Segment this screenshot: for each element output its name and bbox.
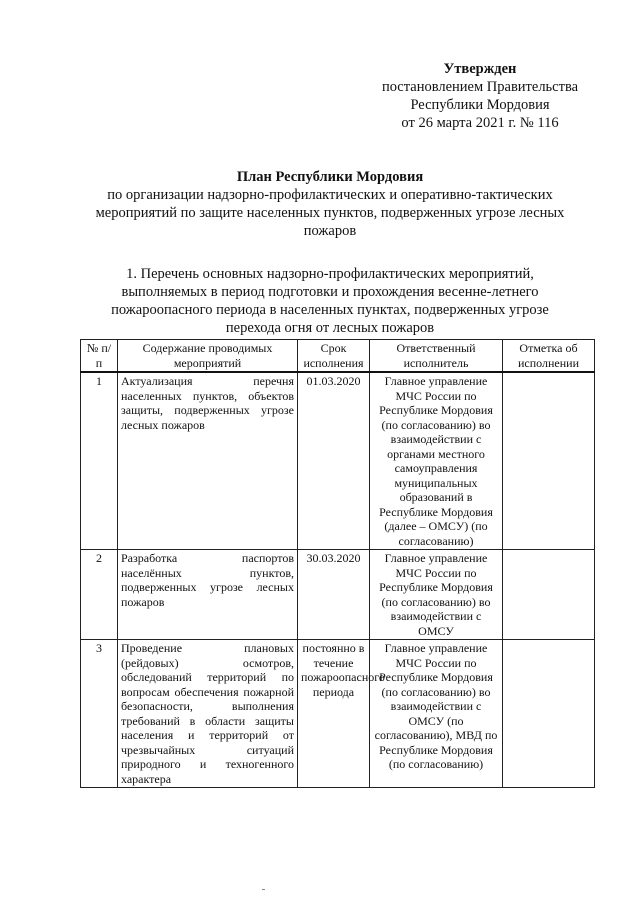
header-content: Содержание проводимых мероприятий <box>118 340 298 373</box>
row-responsible: Главное управление МЧС России по Республике Мордовия (по согласованию) во взаимодействии с ОМСУ <box>370 550 503 640</box>
approval-line-1: постановлением Правительства <box>381 79 579 95</box>
plan-subtitle-line-2: мероприятий по защите населенных пунктов, подверженных угрозе лесных <box>95 205 565 221</box>
row-content: Разработка паспортов населённых пунктов, подверженных угрозе лесных пожаров <box>118 550 298 640</box>
table-row <box>81 640 595 788</box>
row-mark <box>503 550 595 640</box>
row-num: 3 <box>81 640 118 788</box>
plan-title: План Республики Мордовия <box>236 169 424 185</box>
plan-subtitle-line-1: по организации надзорно-профилактических и оперативно-тактических <box>107 187 553 203</box>
row-content: Проведение плановых (рейдовых) осмотров, обследований территорий по вопросам обеспечения пожарной безопасности, выполнения требований в области защиты населения и территорий от чрезвычайных ситуаций природного и техногенного характера <box>118 640 298 788</box>
row-term: постоянно в течение пожароопасного периода <box>298 640 370 788</box>
measures-table <box>80 339 595 788</box>
row-term: 01.03.2020 <box>298 372 370 550</box>
row-term: 30.03.2020 <box>298 550 370 640</box>
approval-title: Утвержден <box>443 61 517 77</box>
approval-block <box>360 60 600 132</box>
section-line-1: 1. Перечень основных надзорно-профилактических мероприятий, <box>126 266 534 282</box>
header-num: № п/п <box>81 340 118 373</box>
table-header-row <box>81 340 595 373</box>
row-responsible: Главное управление МЧС России по Республике Мордовия (по согласованию) во взаимодействии с ОМСУ (по согласованию), МВД по Республике Мордовия (по согласованию) <box>370 640 503 788</box>
header-mark: Отметка об исполнении <box>503 340 595 373</box>
row-num: 2 <box>81 550 118 640</box>
plan-heading <box>80 168 580 240</box>
header-term: Срок исполнения <box>298 340 370 373</box>
table-row <box>81 372 595 550</box>
approval-line-3: от 26 марта 2021 г. № 116 <box>401 115 559 131</box>
section-line-2: выполняемых в период подготовки и прохождения весенне-летнего <box>121 284 539 300</box>
approval-line-2: Республики Мордовия <box>410 97 550 113</box>
section-heading <box>100 265 560 337</box>
section-line-4: перехода огня от лесных пожаров <box>225 320 435 336</box>
table-row <box>81 550 595 640</box>
scan-speck <box>262 889 265 890</box>
row-mark <box>503 640 595 788</box>
header-responsible: Ответственный исполнитель <box>370 340 503 373</box>
plan-subtitle-line-3: пожаров <box>303 223 357 239</box>
row-content: Актуализация перечня населенных пунктов, объектов защиты, подверженных угрозе лесных пожаров <box>118 372 298 550</box>
section-line-3: пожароопасного периода в населенных пунктах, подверженных угрозе <box>111 302 549 318</box>
row-num: 1 <box>81 372 118 550</box>
row-mark <box>503 372 595 550</box>
row-responsible: Главное управление МЧС России по Республике Мордовия (по согласованию) во взаимодействии с органами местного самоуправления муниципальных образований в Республике Мордовия (далее – ОМСУ) (по согласованию) <box>370 372 503 550</box>
